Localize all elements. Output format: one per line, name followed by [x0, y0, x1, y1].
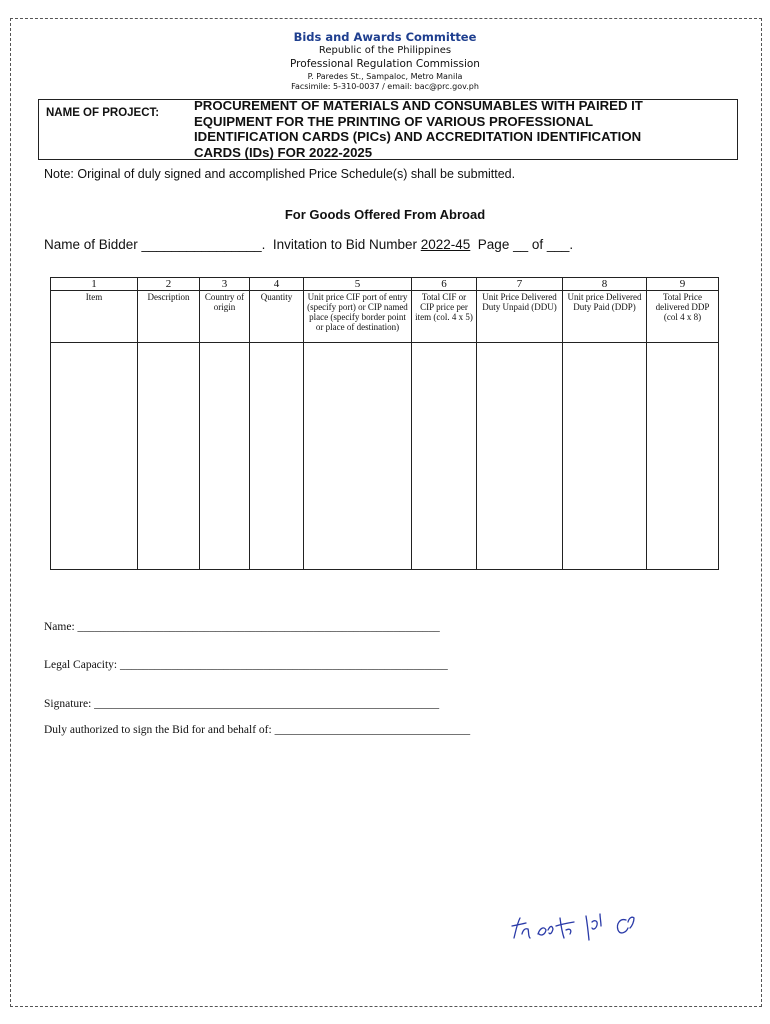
- column-header: Description: [138, 291, 200, 343]
- project-title-line: EQUIPMENT FOR THE PRINTING OF VARIOUS PROFESSIONAL: [194, 113, 594, 129]
- column-header: Country of origin: [200, 291, 250, 343]
- initial-stroke: [512, 918, 530, 938]
- price-schedule-table: [50, 277, 719, 570]
- initial-stroke: [586, 914, 601, 940]
- project-title-line: PROCUREMENT OF MATERIALS AND CONSUMABLES WITH PAIRED IT: [194, 98, 643, 113]
- column-header: Total CIF or CIP price per item (col. 4 x 5): [412, 291, 477, 343]
- column-number: 9: [647, 278, 719, 291]
- bidder-line: [44, 237, 573, 252]
- column-number: 7: [477, 278, 563, 291]
- column-number: 6: [412, 278, 477, 291]
- legal-capacity-field[interactable]: Legal Capacity: _________________________________________________________: [44, 659, 448, 671]
- republic-line: Republic of the Philippines: [318, 45, 452, 56]
- column-header: Total Price delivered DDP (col 4 x 8): [647, 291, 719, 343]
- column-header: Unit price Delivered Duty Paid (DDP): [563, 291, 647, 343]
- form-subtitle: For Goods Offered From Abroad: [284, 207, 486, 222]
- table-cell-quantity[interactable]: [250, 343, 304, 570]
- table-cell-country[interactable]: [200, 343, 250, 570]
- table-cell-description[interactable]: [138, 343, 200, 570]
- column-header: Unit Price Delivered Duty Unpaid (DDU): [477, 291, 563, 343]
- committee-name: Bids and Awards Committee: [293, 30, 477, 44]
- signature-field[interactable]: Signature: ____________________________________________________________: [44, 698, 440, 710]
- authorized-behalf-field[interactable]: Duly authorized to sign the Bid for and behalf of: __________________________________: [44, 724, 471, 736]
- project-title-line: CARDS (IDs) FOR 2022-2025: [194, 144, 373, 160]
- table-cell-total-cif[interactable]: [412, 343, 477, 570]
- table-cell-item[interactable]: [51, 343, 138, 570]
- bid-number: 2022-45: [420, 237, 471, 252]
- name-field[interactable]: Name: _______________________________________________________________: [44, 621, 440, 633]
- submission-note: Note: Original of duly signed and accomplished Price Schedule(s) shall be submitted.: [44, 167, 516, 181]
- column-number: 2: [138, 278, 200, 291]
- column-number: 5: [304, 278, 412, 291]
- table-cell-unit-price-ddp[interactable]: [563, 343, 647, 570]
- bidder-suffix: Page __ of ___.: [470, 237, 574, 252]
- column-number: 3: [200, 278, 250, 291]
- project-title: [194, 98, 734, 160]
- initials-signature: [508, 908, 638, 948]
- column-header: Unit price CIF port of entry (specify port) or CIP named place (specify border point or place of destination): [304, 291, 412, 343]
- table-cell-unit-price-ddu[interactable]: [477, 343, 563, 570]
- column-header: Item: [51, 291, 138, 343]
- column-number: 1: [51, 278, 138, 291]
- column-number-row: [51, 278, 719, 291]
- column-header: Quantity: [250, 291, 304, 343]
- bidder-prefix: Name of Bidder ________________. Invitation to Bid Number: [44, 237, 421, 252]
- commission-name: Professional Regulation Commission: [290, 58, 480, 70]
- initial-stroke: [538, 926, 553, 935]
- table-body-row: [51, 343, 719, 570]
- table-cell-total-ddp[interactable]: [647, 343, 719, 570]
- contact-line: Facsimile: 5-310-0037 / email: bac@prc.gov.ph: [291, 82, 479, 91]
- initial-stroke: [617, 917, 634, 933]
- column-number: 4: [250, 278, 304, 291]
- project-title-line: IDENTIFICATION CARDS (PICs) AND ACCREDITATION IDENTIFICATION: [194, 129, 642, 144]
- project-label: NAME OF PROJECT:: [46, 107, 160, 119]
- column-header-row: [51, 291, 719, 343]
- table-cell-unit-price-cif[interactable]: [304, 343, 412, 570]
- column-number: 8: [563, 278, 647, 291]
- address-line: P. Paredes St., Sampaloc, Metro Manila: [307, 72, 463, 81]
- initial-stroke: [556, 918, 574, 938]
